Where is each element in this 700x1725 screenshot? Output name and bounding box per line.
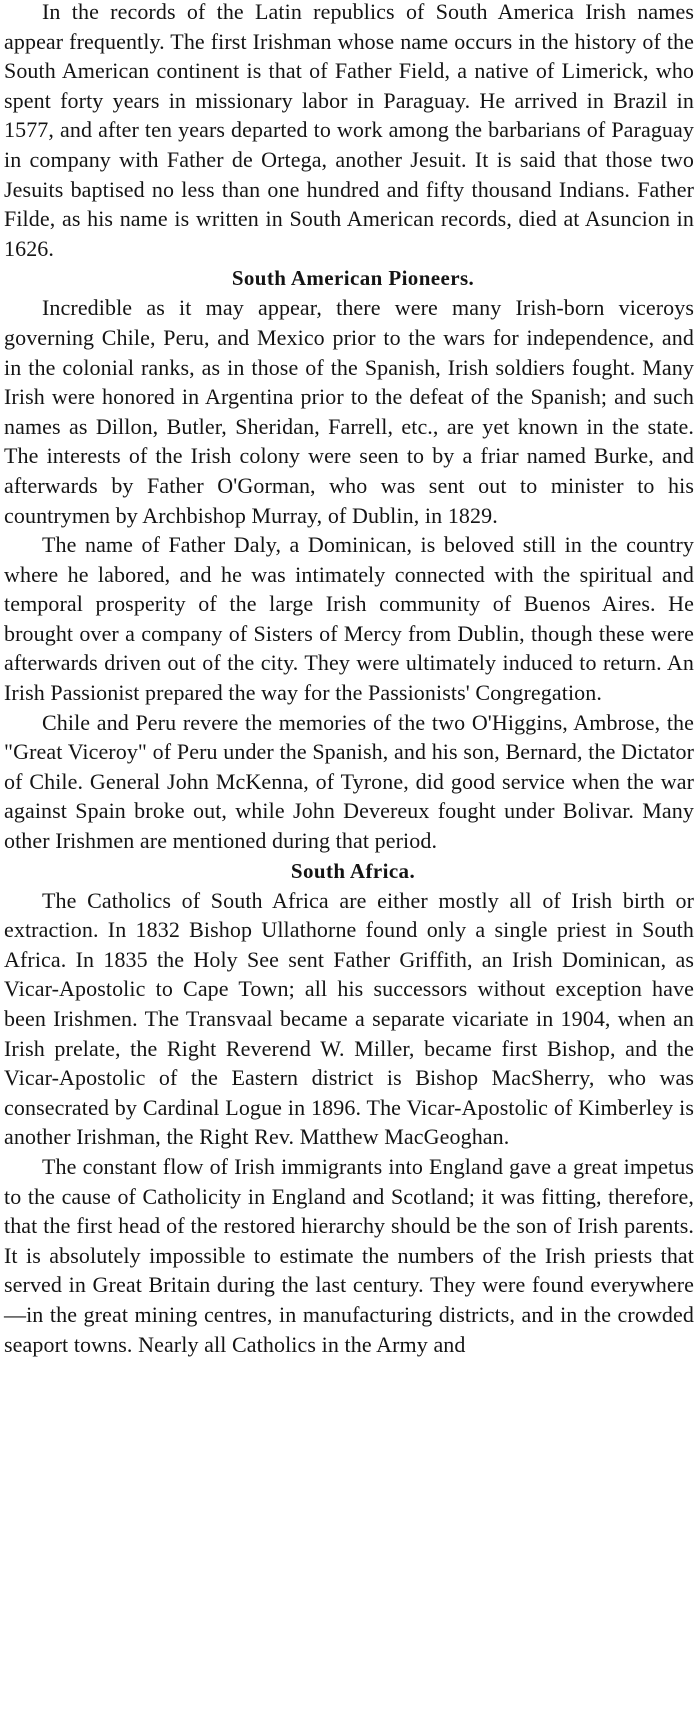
paragraph-irish-immigrants-england: The constant flow of Irish immigrants into England gave a great impetus to the cause of Catholicity in England and Scotland; it was fitting, therefore, that the first head of the restored hierarchy should be the son of Irish parents. It is absolutely impossible to estimate the numbers of the Irish priests that served in Great Britain during the last century. They were found everywhere—in the great mining centres, in manufacturing districts, and in the crowded seaport towns. Nearly all Catholics in the Army and (4, 1153, 694, 1357)
heading-south-american-pioneers: South American Pioneers. (231, 266, 475, 291)
heading-south-africa: South Africa. (290, 858, 416, 883)
paragraph-latin-republics: In the records of the Latin republics of South America Irish names appear frequently. The first Irishman whose name occurs in the history of the South American continent is that of Father Field, a native of Limerick, who spent forty years in missionary labor in Paraguay. He arrived in Brazil in 1577, and after ten years departed to work among the barbarians of Paraguay in company with Father de Ortega, another Jesuit. It is said that those two Jesuits baptised no less than one hundred and fifty thousand Indians. Father Filde, as his name is written in South American records, died at Asuncion in 1626. (4, 0, 694, 261)
paragraph-catholics-south-africa: The Catholics of South Africa are either mostly all of Irish birth or extraction. In 1832 Bishop Ullathorne found only a single priest in South Africa. In 1835 the Holy See sent Father Griffith, an Irish Dominican, as Vicar-Apostolic to Cape Town; all his successors without exception have been Irishmen. The Transvaal became a separate vicariate in 1904, when an Irish prelate, the Right Reverend W. Miller, became first Bishop, and the Vicar-Apostolic of the Eastern district is Bishop MacSherry, who was consecrated by Cardinal Logue in 1896. The Vicar-Apostolic of Kimberley is another Irishman, the Right Rev. Matthew MacGeoghan. (4, 887, 694, 1150)
paragraph-ohiggins: Chile and Peru revere the memories of the two O'Higgins, Ambrose, the "Great Viceroy" of Peru under the Spanish, and his son, Bernard, the Dictator of Chile. General John McKenna, of Tyrone, did good service when the war against Spain broke out, while John Devereux fought under Bolivar. Many other Irishmen are mentioned during that period. (4, 709, 694, 854)
paragraph-father-daly: The name of Father Daly, a Dominican, is beloved still in the country where he labored, and he was intimately connected with the spiritual and temporal prosperity of the large Irish community of Buenos Aires. He brought over a company of Sisters of Mercy from Dublin, though these were afterwards driven out of the city. They were ultimately induced to return. An Irish Passionist prepared the way for the Passionists' Congregation. (4, 532, 694, 706)
text-column (4, 0, 694, 1359)
paragraph-irish-viceroys: Incredible as it may appear, there were many Irish-born viceroys governing Chile, Peru, and Mexico prior to the wars for independence, and in the colonial ranks, as in those of the Spanish, Irish soldiers fought. Many Irish were honored in Argentina prior to the defeat of the Spanish; and such names as Dillon, Butler, Sheridan, Farrell, etc., are yet known in the state. The interests of the Irish colony were seen to by a friar named Burke, and afterwards by Father O'Gorman, who was sent out to minister to his countrymen by Archbishop Murray, of Dublin, in 1829. (4, 295, 694, 528)
